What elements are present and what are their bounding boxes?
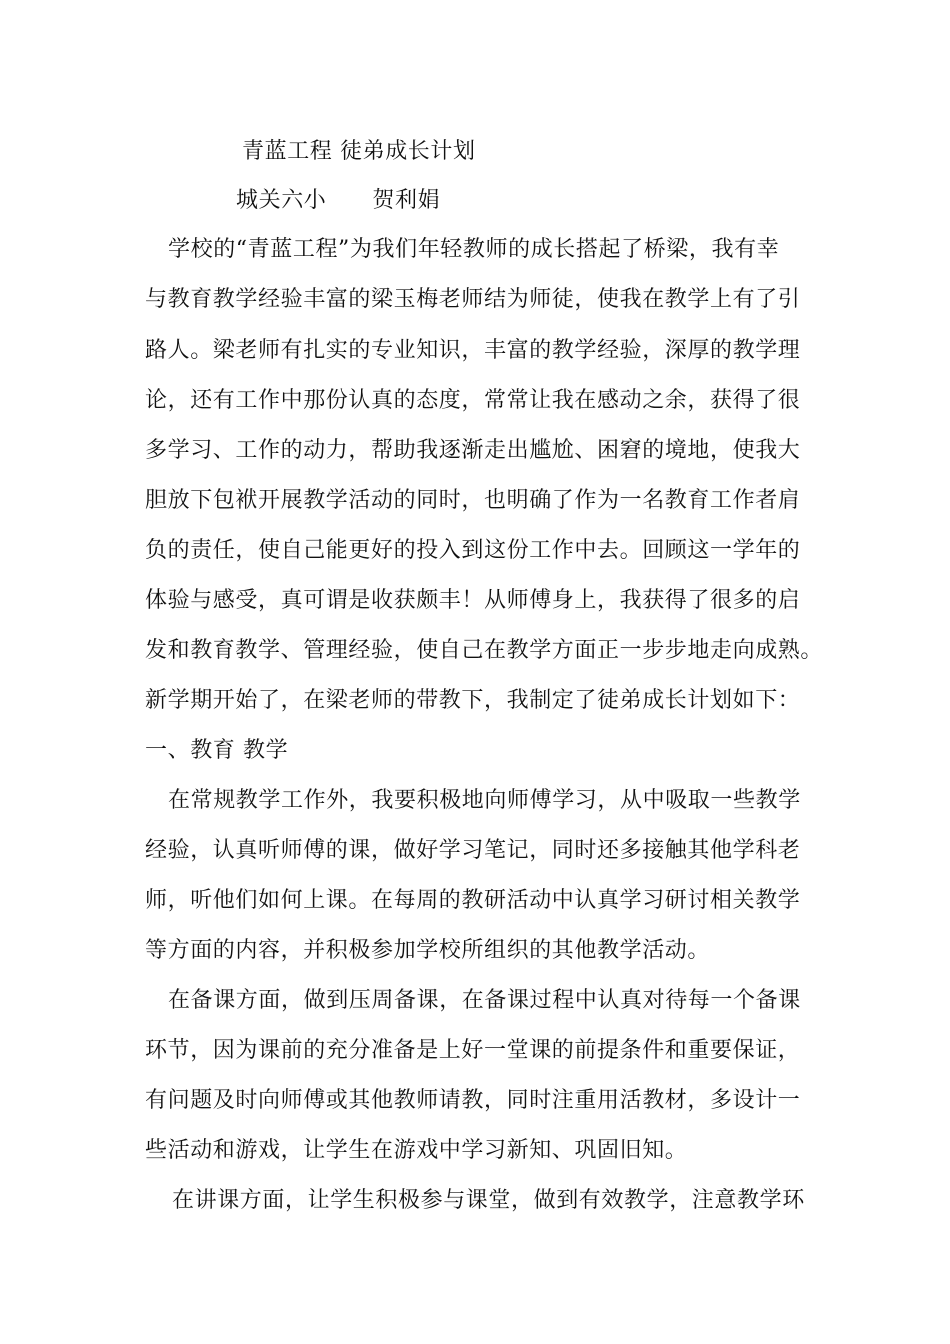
- body-line: 师，听他们如何上课。在每周的教研活动中认真学习研讨相关教学: [145, 888, 801, 913]
- body-line: 学校的“青蓝工程”为我们年轻教师的成长搭起了桥梁，我有幸: [168, 237, 780, 262]
- body-line: 与教育教学经验丰富的梁玉梅老师结为师徒，使我在教学上有了引: [145, 287, 801, 312]
- body-line: 在讲课方面，让学生积极参与课堂，做到有效教学，注意教学环: [172, 1188, 805, 1213]
- body-line: 新学期开始了，在梁老师的带教下，我制定了徒弟成长计划如下：: [145, 688, 801, 713]
- body-line: 胆放下包袱开展教学活动的同时，也明确了作为一名教育工作者肩: [145, 488, 801, 513]
- body-line: 在常规教学工作外，我要积极地向师傅学习，从中吸取一些教学: [168, 788, 801, 813]
- author-school: 城关六小: [236, 188, 327, 213]
- document-title: 青蓝工程 徒弟成长计划: [242, 139, 476, 164]
- section-heading: 一、教育 教学: [145, 738, 289, 763]
- author-line: [236, 186, 440, 216]
- body-line: 些活动和游戏，让学生在游戏中学习新知、巩固旧知。: [145, 1138, 688, 1163]
- author-name: 贺利娟: [372, 188, 441, 213]
- body-line: 等方面的内容，并积极参加学校所组织的其他教学活动。: [145, 938, 711, 963]
- body-line: 发和教育教学、管理经验，使自己在教学方面正一步步地走向成熟。: [145, 638, 824, 663]
- body-line: 有问题及时向师傅或其他教师请教，同时注重用活教材，多设计一: [145, 1088, 801, 1113]
- body-line: 多学习、工作的动力，帮助我逐渐走出尴尬、困窘的境地，使我大: [145, 438, 801, 463]
- body-line: 体验与感受，真可谓是收获颇丰！从师傅身上，我获得了很多的启: [145, 588, 801, 613]
- body-line: 论，还有工作中那份认真的态度，常常让我在感动之余，获得了很: [145, 388, 801, 413]
- body-line: 环节，因为课前的充分准备是上好一堂课的前提条件和重要保证，: [145, 1038, 801, 1063]
- body-line: 路人。梁老师有扎实的专业知识，丰富的教学经验，深厚的教学理: [145, 338, 801, 363]
- body-line: 在备课方面，做到压周备课，在备课过程中认真对待每一个备课: [168, 988, 801, 1013]
- body-line: 负的责任，使自己能更好的投入到这份工作中去。回顾这一学年的: [145, 538, 801, 563]
- body-line: 经验，认真听师傅的课，做好学习笔记，同时还多接触其他学科老: [145, 838, 801, 863]
